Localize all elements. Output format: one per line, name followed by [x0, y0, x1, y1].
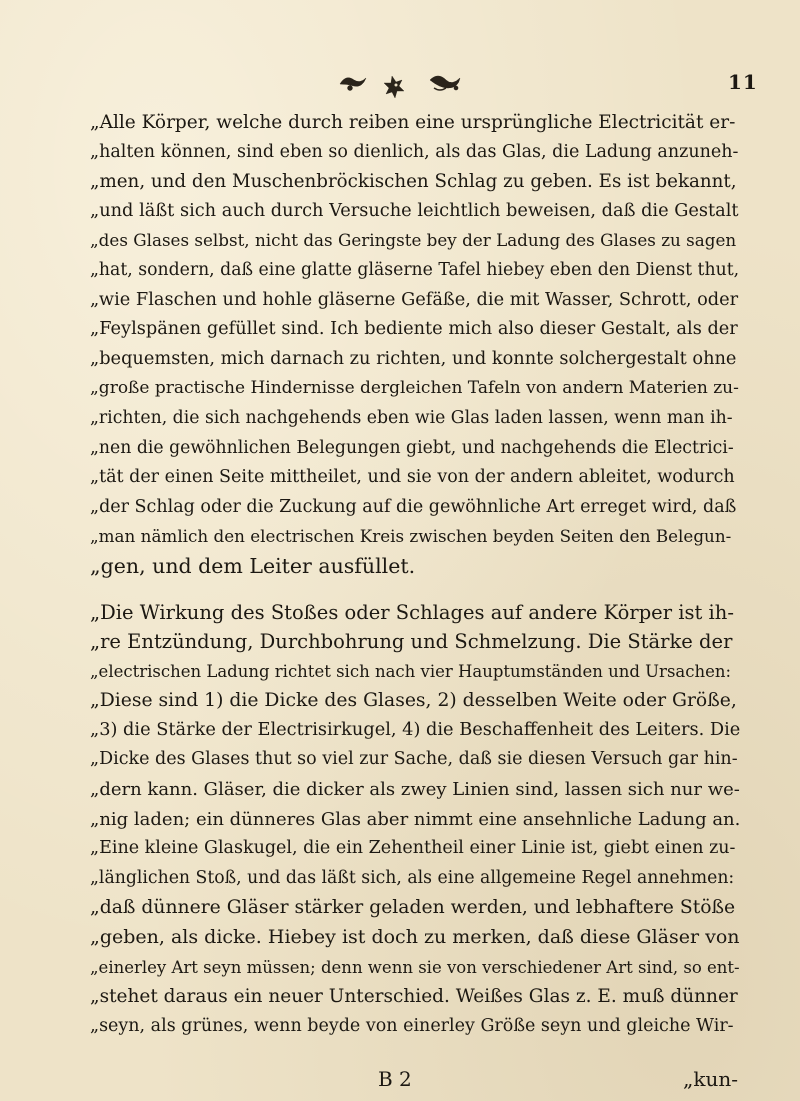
body-text	[90, 108, 740, 1041]
text-line: „dern kann. Gläser, die dicker als zwey Linien sind, lassen sich nur we-	[90, 779, 740, 801]
text-line: „Alle Körper, welche durch reiben eine ursprüngliche Electricität er-	[90, 112, 736, 133]
text-line: „Dicke des Glases thut so viel zur Sache, daß sie diesen Versuch gar hin-	[90, 749, 738, 770]
text-line: „länglichen Stoß, und das läßt sich, als eine allgemeine Regel annehmen:	[90, 867, 735, 888]
paragraph-1	[90, 108, 740, 582]
page-header	[0, 68, 800, 108]
text-line: „tät der einen Seite mittheilet, und sie von der andern ableitet, wodurch	[90, 467, 735, 488]
text-line: „Feylspänen gefüllet sind. Ich bediente mich also dieser Gestalt, als der	[90, 319, 738, 340]
text-line: „re Entzündung, Durchbohrung und Schmelzung. Die Stärke der	[90, 630, 733, 654]
text-line: „der Schlag oder die Zuckung auf die gewöhnliche Art erreget wird, daß	[90, 496, 737, 517]
signature-mark: B 2	[378, 1067, 412, 1091]
text-line: „große practische Hindernisse dergleichen Tafeln von andern Materien zu-	[90, 378, 739, 399]
text-line: „gen, und dem Leiter ausfüllet.	[90, 553, 416, 578]
text-line: „nen die gewöhnlichen Belegungen giebt, und nachgehends die Electrici-	[90, 437, 734, 458]
text-line: „Diese sind 1) die Dicke des Glases, 2) desselben Weite oder Größe,	[90, 690, 737, 712]
text-line: „stehet daraus ein neuer Unterschied. Weißes Glas z. E. muß dünner	[90, 986, 738, 1008]
text-line: „geben, als dicke. Hiebey ist doch zu merken, daß diese Gläser von	[90, 926, 740, 949]
text-line: „bequemsten, mich darnach zu richten, und konnte solchergestalt ohne	[90, 348, 737, 369]
text-line: „Die Wirkung des Stoßes oder Schlages auf andere Körper ist ih-	[90, 600, 734, 624]
text-line: „einerley Art seyn müssen; denn wenn sie von verschiedener Art sind, so ent-	[90, 957, 740, 977]
catchword: „kun-	[683, 1067, 738, 1091]
text-line: „des Glases selbst, nicht das Geringste bey der Ladung des Glases zu sagen	[90, 230, 737, 251]
page-footer	[0, 1067, 800, 1097]
text-line: „seyn, als grünes, wenn beyde von einerley Größe seyn und gleiche Wir-	[90, 1015, 734, 1036]
page-number: 11	[728, 70, 758, 94]
text-line: „men, und den Muschenbröckischen Schlag zu geben. Es ist bekannt,	[90, 171, 737, 193]
text-line: „nig laden; ein dünneres Glas aber nimmt eine ansehnliche Ladung an.	[90, 808, 740, 830]
text-line: „richten, die sich nachgehends eben wie Glas laden lassen, wenn man ih-	[90, 407, 733, 428]
text-line: „3) die Stärke der Electrisirkugel, 4) die Beschaffenheit des Leiters. Die	[90, 719, 740, 740]
text-line: „Eine kleine Glaskugel, die ein Zehentheil einer Linie ist, giebt einen zu-	[90, 838, 736, 859]
text-line: „daß dünnere Gläser stärker geladen werden, und lebhaftere Stöße	[90, 897, 736, 919]
text-line: „und läßt sich auch durch Versuche leichtlich beweisen, daß die Gestalt	[90, 200, 739, 221]
text-line: „man nämlich den electrischen Kreis zwischen beyden Seiten den Belegun-	[90, 526, 732, 547]
text-line: „electrischen Ladung richtet sich nach vier Hauptumständen und Ursachen:	[90, 661, 732, 681]
text-line: „wie Flaschen und hohle gläserne Gefäße, die mit Wasser, Schrott, oder	[90, 289, 739, 310]
text-line: „hat, sondern, daß eine glatte gläserne Tafel hiebey eben den Dienst thut,	[90, 259, 740, 280]
printers-ornament-icon	[330, 68, 470, 98]
text-line: „halten können, sind eben so dienlich, als das Glas, die Ladung anzuneh-	[90, 141, 739, 162]
paragraph-2	[90, 598, 740, 1042]
